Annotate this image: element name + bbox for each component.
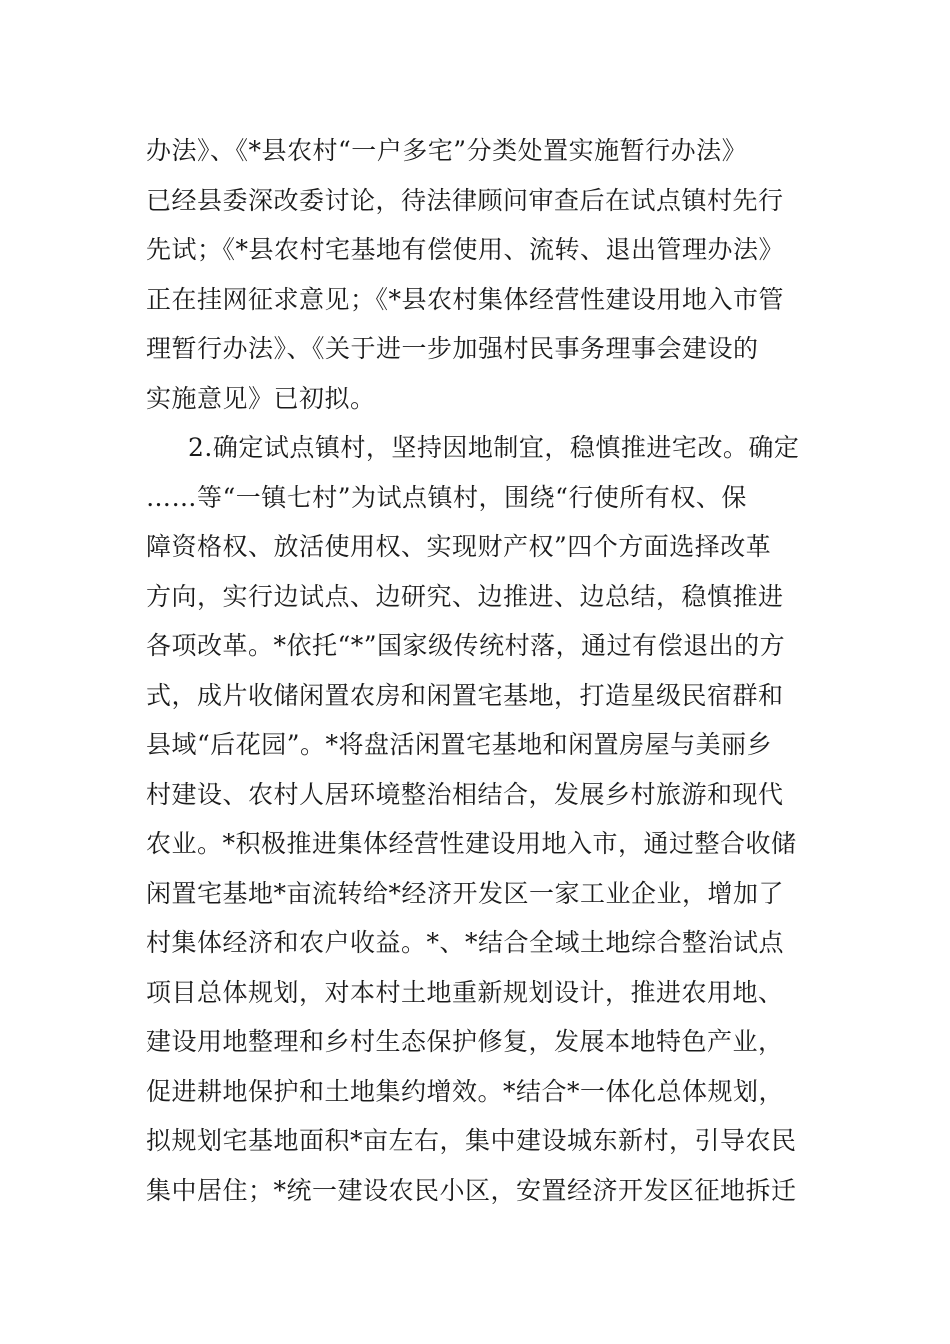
text-line-9: 障资格权、放活使用权、实现财产权”四个方面选择改革 (146, 532, 772, 561)
text-line-15: 农业。*积极推进集体经营性建设用地入市，通过整合收储 (146, 829, 797, 858)
text-line-16: 闲置宅基地*亩流转给*经济开发区一家工业企业，增加了 (146, 878, 785, 908)
text-line-11: 各项改革。*依托“*”国家级传统村落，通过有偿退出的方 (146, 631, 786, 660)
paragraph-2-heading-line: 2.确定试点镇村，坚持因地制宜，稳慎推进宅改。确定 (188, 433, 800, 462)
text-line-21: 拟规划宅基地面积*亩左右，集中建设城东新村，引导农民 (146, 1126, 797, 1155)
text-line-3: 先试；《*县农村宅基地有偿使用、流转、退出管理办法》 (146, 235, 785, 264)
text-line-13: 县域“后花园”。*将盘活闲置宅基地和闲置房屋与美丽乡 (146, 730, 773, 759)
text-line-10: 方向，实行边试点、边研究、边推进、边总结，稳慎推进 (146, 581, 784, 611)
text-line-4: 正在挂网征求意见；《*县农村集体经营性建设用地入市管 (146, 284, 785, 314)
text-line-6: 实施意见》已初拟。 (146, 383, 376, 413)
text-line-5: 理暂行办法》、《关于进一步加强村民事务理事会建设的 (146, 334, 759, 363)
text-line-20: 促进耕地保护和土地集约增效。*结合*一体化总体规划， (146, 1076, 785, 1106)
text-line-18: 项目总体规划，对本村土地重新规划设计，推进农用地、 (146, 977, 784, 1007)
text-line-2: 已经县委深改委讨论，待法律顾问审查后在试点镇村先行 (146, 185, 784, 215)
text-line-8: ……等“一镇七村”为试点镇村，围绕“行使所有权、保 (146, 482, 747, 512)
text-line-14: 村建设、农村人居环境整治相结合，发展乡村旅游和现代 (146, 779, 784, 809)
text-line-19: 建设用地整理和乡村生态保护修复，发展本地特色产业， (146, 1027, 784, 1056)
text-line-22: 集中居住；*统一建设农民小区，安置经济开发区征地拆迁 (146, 1175, 797, 1205)
text-line-12: 式，成片收储闲置农房和闲置宅基地，打造星级民宿群和 (146, 680, 784, 710)
text-line-17: 村集体经济和农户收益。*、*结合全域土地综合整治试点 (146, 928, 785, 957)
body-text (146, 126, 816, 1215)
text-line-1: 办法》、《*县农村“一户多宅”分类处置实施暂行办法》 (146, 136, 748, 165)
